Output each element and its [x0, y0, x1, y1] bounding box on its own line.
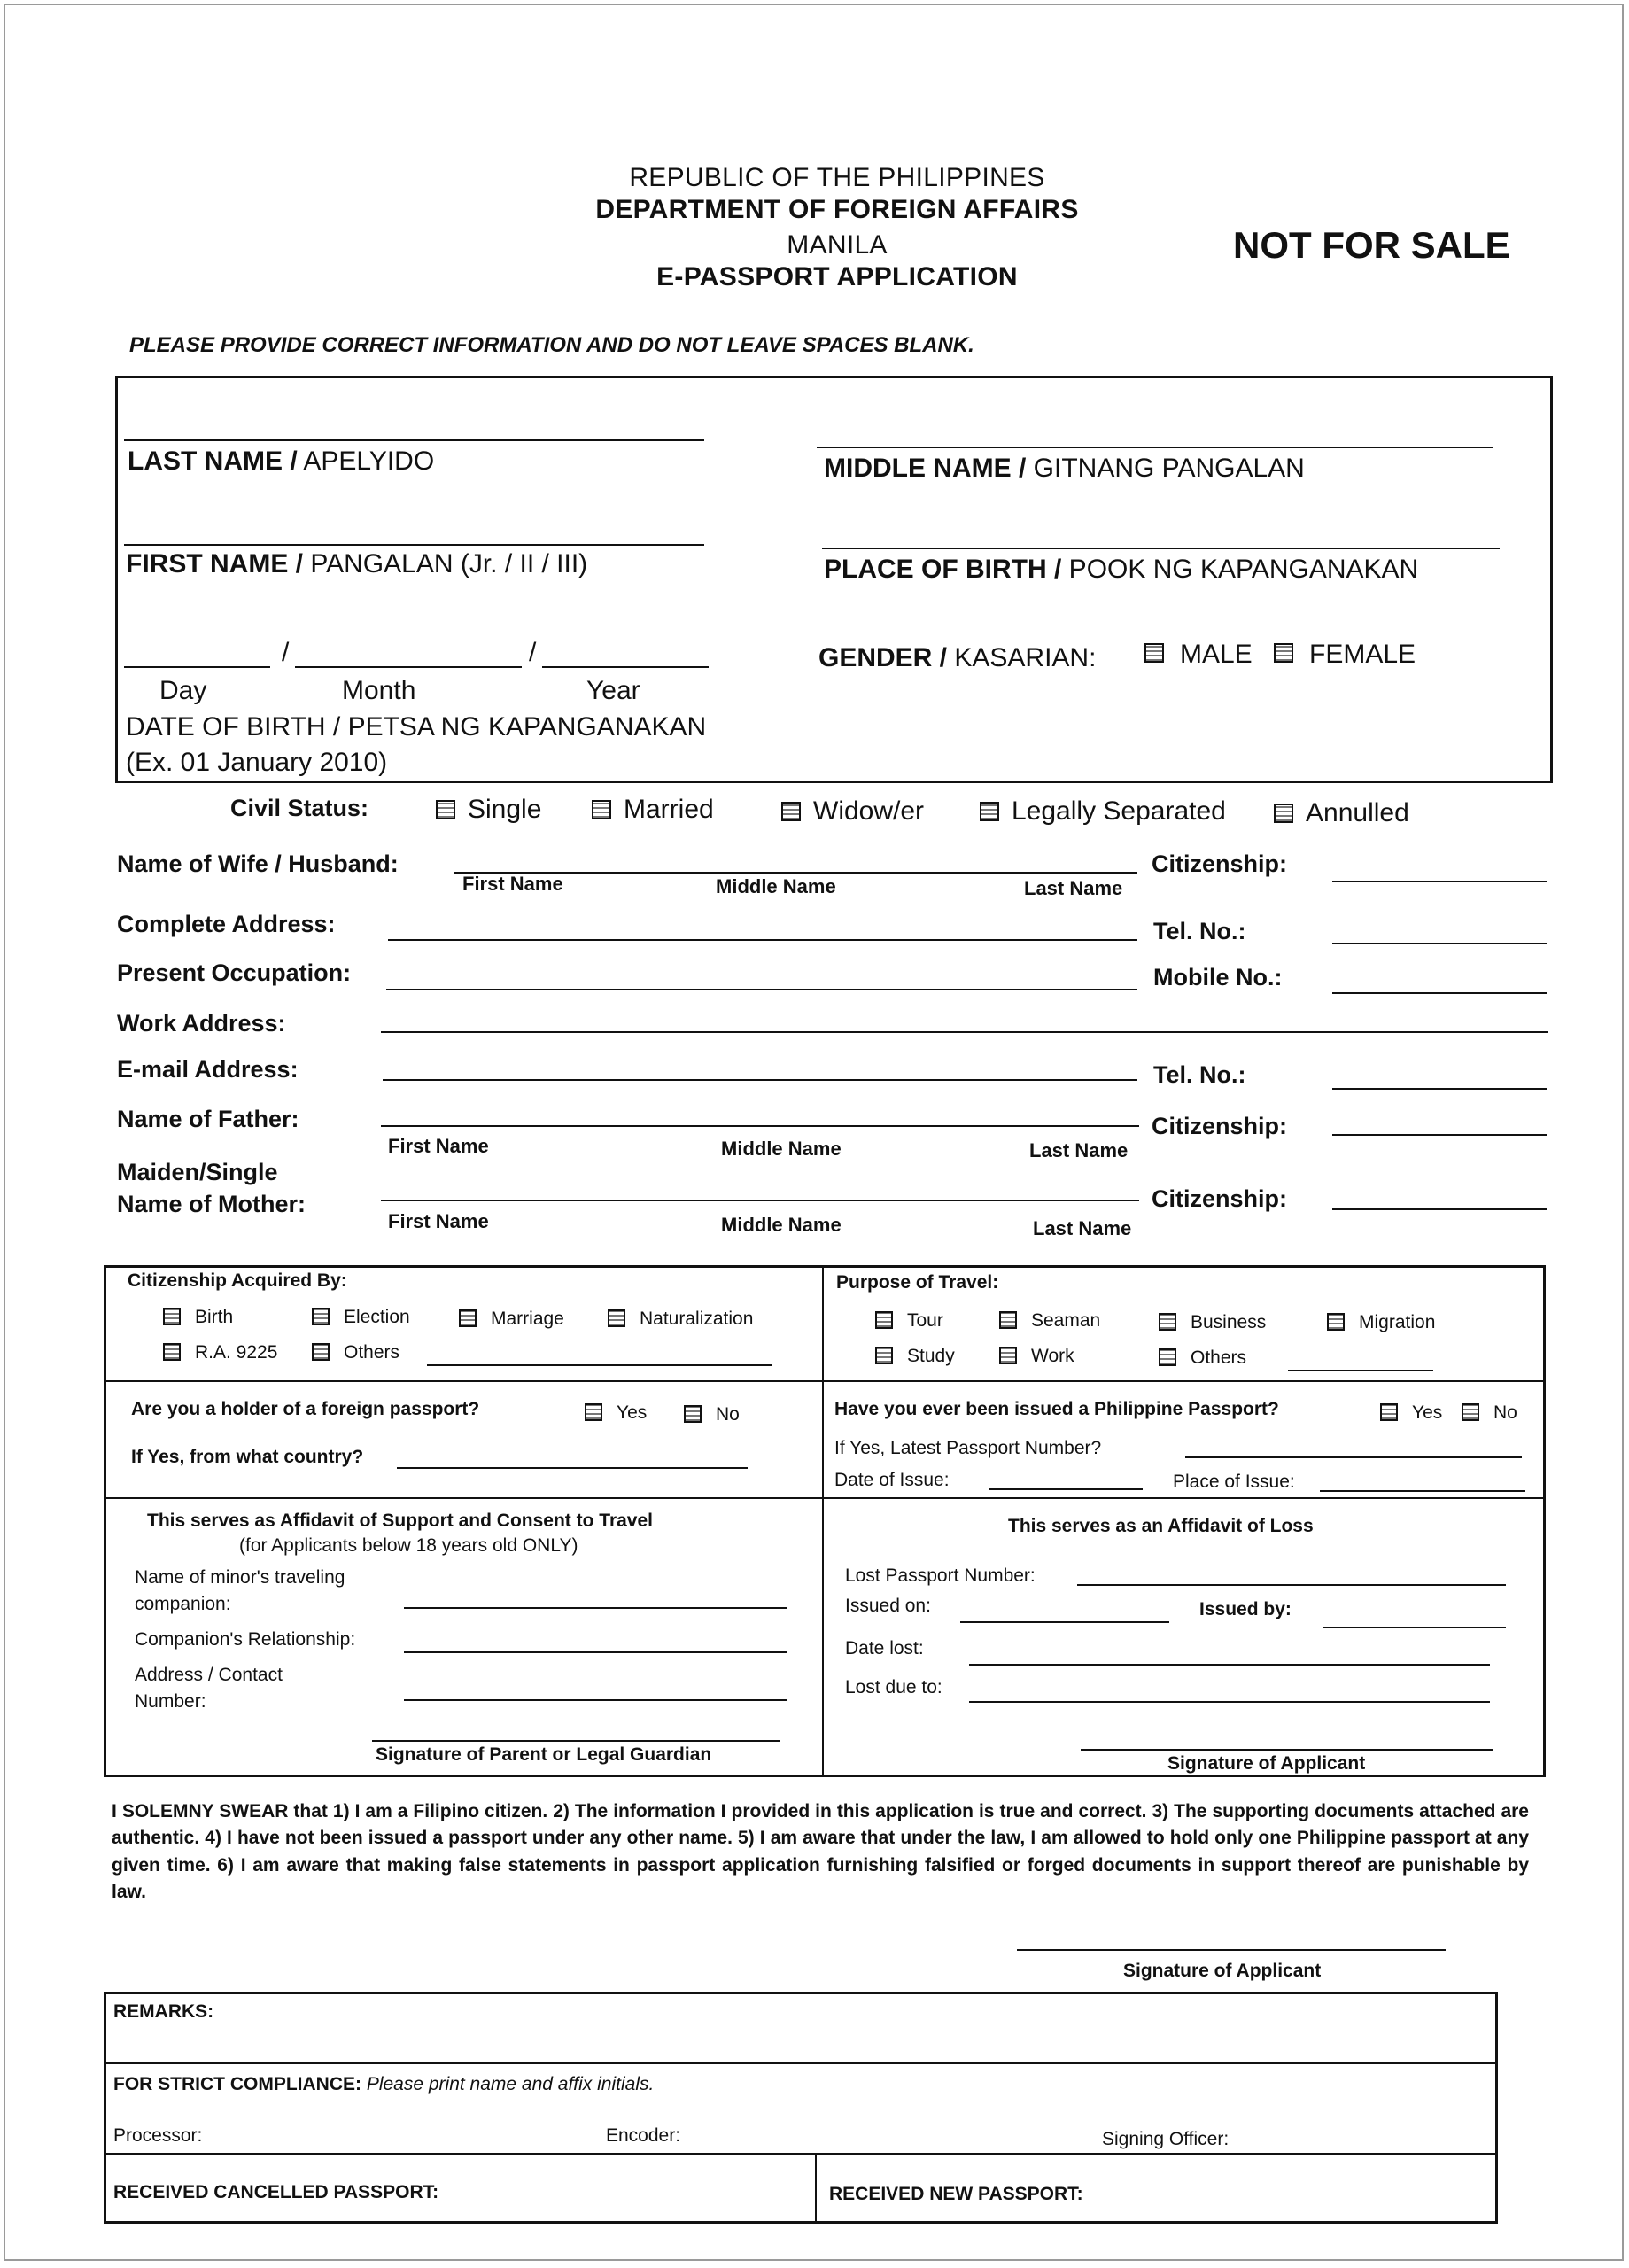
dob-year-label: Year: [586, 676, 640, 705]
ph-yes-label: Yes: [1412, 1402, 1443, 1423]
issued-on-label: Issued on:: [845, 1596, 931, 1616]
purpose-tour-label: Tour: [907, 1310, 943, 1331]
acq-birth-label: Birth: [195, 1307, 234, 1327]
acq-others-field[interactable]: [427, 1364, 772, 1366]
foreign-passport-question: Are you a holder of a foreign passport?: [131, 1399, 480, 1419]
mother-first-name-caption: First Name: [388, 1210, 489, 1232]
ph-passport-question: Have you ever been issued a Philippine Passport?: [834, 1399, 1279, 1419]
civil-annulled-checkbox[interactable]: [1274, 804, 1293, 823]
foreign-yes-label: Yes: [617, 1402, 648, 1423]
acq-naturalization-label: Naturalization: [640, 1309, 754, 1329]
civil-annulled-label: Annulled: [1306, 798, 1409, 827]
date-lost-field[interactable]: [969, 1664, 1490, 1666]
occupation-field[interactable]: [386, 989, 1137, 990]
purpose-others-label: Others: [1191, 1348, 1247, 1368]
dob-slash-2: /: [529, 638, 537, 667]
header-republic: REPUBLIC OF THE PHILIPPINES: [629, 163, 1045, 192]
male-checkbox[interactable]: [1144, 643, 1164, 663]
spouse-citizenship-label: Citizenship:: [1152, 850, 1287, 877]
civil-married-checkbox[interactable]: [592, 800, 611, 819]
minor-companion-label-line1: Name of minor's traveling: [135, 1567, 345, 1588]
ph-date-issue-label: Date of Issue:: [834, 1470, 950, 1490]
mother-middle-name-caption: Middle Name: [721, 1214, 842, 1236]
email-tel-field[interactable]: [1332, 1088, 1547, 1090]
place-of-birth-field[interactable]: [822, 548, 1500, 549]
acq-birth-checkbox[interactable]: [163, 1308, 181, 1325]
encoder-label: Encoder:: [606, 2125, 681, 2146]
mother-label-line1: Maiden/Single: [117, 1159, 278, 1185]
occupation-label: Present Occupation:: [117, 959, 352, 986]
email-field[interactable]: [383, 1079, 1137, 1081]
gender-label: GENDER / KASARIAN:: [818, 643, 1097, 672]
dob-month-label: Month: [342, 676, 416, 705]
purpose-work-checkbox[interactable]: [999, 1347, 1017, 1364]
purpose-work-label: Work: [1031, 1346, 1074, 1366]
foreign-no-label: No: [716, 1404, 740, 1425]
header-department: DEPARTMENT OF FOREIGN AFFAIRS: [595, 195, 1079, 224]
companion-relationship-field[interactable]: [404, 1651, 787, 1653]
issued-on-field[interactable]: [960, 1621, 1169, 1623]
lost-number-field[interactable]: [1077, 1584, 1506, 1586]
purpose-study-checkbox[interactable]: [875, 1347, 893, 1364]
purpose-others-field[interactable]: [1288, 1370, 1433, 1371]
acq-marriage-checkbox[interactable]: [459, 1309, 477, 1327]
purpose-business-label: Business: [1191, 1312, 1267, 1332]
purpose-business-checkbox[interactable]: [1159, 1313, 1176, 1331]
civil-status-label: Civil Status:: [230, 795, 369, 821]
purpose-migration-checkbox[interactable]: [1327, 1313, 1345, 1331]
spouse-citizenship-field[interactable]: [1332, 881, 1547, 882]
father-middle-name-caption: Middle Name: [721, 1138, 842, 1160]
office-divider-2: [104, 2153, 1498, 2155]
office-divider-1: [104, 2062, 1498, 2064]
acq-marriage-label: Marriage: [491, 1309, 564, 1329]
spouse-first-name-caption: First Name: [462, 873, 563, 895]
issued-by-label: Issued by:: [1199, 1599, 1292, 1619]
ph-place-issue-label: Place of Issue:: [1173, 1472, 1295, 1492]
dob-example: (Ex. 01 January 2010): [126, 748, 388, 777]
grid-divider-vertical: [822, 1265, 824, 1777]
acq-election-checkbox[interactable]: [312, 1308, 330, 1325]
received-cancelled-label: RECEIVED CANCELLED PASSPORT:: [113, 2182, 439, 2202]
address-contact-field[interactable]: [404, 1699, 787, 1701]
civil-separated-label: Legally Separated: [1012, 796, 1226, 826]
acq-election-label: Election: [344, 1307, 410, 1327]
middle-name-label: MIDDLE NAME / GITNANG PANGALAN: [824, 454, 1305, 483]
signing-officer-label: Signing Officer:: [1102, 2129, 1230, 2149]
female-checkbox[interactable]: [1274, 643, 1293, 663]
ph-no-label: No: [1493, 1402, 1517, 1423]
middle-name-field[interactable]: [817, 447, 1493, 448]
grid-divider-2: [104, 1497, 1546, 1499]
acq-ra9225-label: R.A. 9225: [195, 1342, 278, 1363]
civil-widow-label: Widow/er: [813, 796, 925, 826]
purpose-study-label: Study: [907, 1346, 955, 1366]
header-manila: MANILA: [787, 230, 888, 260]
ph-latest-label: If Yes, Latest Passport Number?: [834, 1438, 1102, 1458]
lost-due-label: Lost due to:: [845, 1677, 942, 1697]
oath-signature-label: Signature of Applicant: [1123, 1961, 1322, 1981]
ph-yes-checkbox[interactable]: [1380, 1403, 1398, 1421]
father-first-name-caption: First Name: [388, 1135, 489, 1157]
parent-signature-label: Signature of Parent or Legal Guardian: [376, 1744, 712, 1765]
mother-field[interactable]: [381, 1200, 1139, 1201]
acq-ra9225-checkbox[interactable]: [163, 1343, 181, 1361]
purpose-seaman-label: Seaman: [1031, 1310, 1101, 1331]
father-field[interactable]: [381, 1125, 1139, 1127]
loss-applicant-signature-label: Signature of Applicant: [1167, 1753, 1366, 1774]
lost-number-label: Lost Passport Number:: [845, 1565, 1036, 1586]
female-label: FEMALE: [1309, 640, 1416, 669]
affidavit-loss-title: This serves as an Affidavit of Loss: [1008, 1516, 1314, 1536]
dob-day-field[interactable]: [124, 666, 270, 668]
email-tel-label: Tel. No.:: [1153, 1061, 1246, 1088]
dob-year-field[interactable]: [542, 666, 709, 668]
affidavit-support-subtitle: (for Applicants below 18 years old ONLY): [239, 1535, 578, 1556]
loss-applicant-signature-field[interactable]: [1081, 1749, 1493, 1751]
address-contact-label-line1: Address / Contact: [135, 1665, 283, 1685]
foreign-country-label: If Yes, from what country?: [131, 1447, 364, 1467]
dob-label: DATE OF BIRTH / PETSA NG KAPANGANAKAN: [126, 712, 707, 742]
mobile-field[interactable]: [1332, 992, 1547, 994]
civil-single-checkbox[interactable]: [436, 800, 455, 819]
spouse-last-name-caption: Last Name: [1024, 877, 1123, 899]
foreign-no-checkbox[interactable]: [684, 1405, 702, 1423]
father-label: Name of Father:: [117, 1106, 299, 1132]
foreign-country-field[interactable]: [397, 1467, 748, 1469]
oath-signature-field[interactable]: [1017, 1949, 1446, 1951]
not-for-sale-label: NOT FOR SALE: [1233, 224, 1510, 266]
work-address-label: Work Address:: [117, 1010, 286, 1037]
parent-signature-field[interactable]: [372, 1740, 780, 1742]
civil-separated-checkbox[interactable]: [980, 802, 999, 821]
male-label: MALE: [1180, 640, 1253, 669]
minor-companion-label-line2: companion:: [135, 1594, 231, 1614]
ph-place-issue-field[interactable]: [1320, 1490, 1525, 1492]
place-of-birth-label: PLACE OF BIRTH / POOK NG KAPANGANAKAN: [824, 555, 1419, 584]
remarks-label: REMARKS:: [113, 2001, 214, 2022]
spouse-label: Name of Wife / Husband:: [117, 850, 399, 877]
acq-others-checkbox[interactable]: [312, 1343, 330, 1361]
acq-others-label: Others: [344, 1342, 400, 1363]
address-label: Complete Address:: [117, 911, 336, 937]
received-new-label: RECEIVED NEW PASSPORT:: [829, 2184, 1083, 2204]
mother-citizenship-label: Citizenship:: [1152, 1185, 1287, 1212]
tel-field[interactable]: [1332, 943, 1547, 944]
mother-last-name-caption: Last Name: [1033, 1217, 1132, 1239]
office-divider-vertical: [815, 2153, 817, 2224]
purpose-tour-checkbox[interactable]: [875, 1311, 893, 1329]
minor-companion-field[interactable]: [404, 1607, 787, 1609]
first-name-field[interactable]: [124, 544, 704, 546]
processor-label: Processor:: [113, 2125, 203, 2146]
email-label: E-mail Address:: [117, 1056, 299, 1083]
address-field[interactable]: [388, 939, 1137, 941]
father-citizenship-field[interactable]: [1332, 1134, 1547, 1136]
civil-widow-checkbox[interactable]: [781, 802, 801, 821]
last-name-label: LAST NAME / APELYIDO: [128, 447, 435, 476]
instruction-text: PLEASE PROVIDE CORRECT INFORMATION AND DO NOT LEAVE SPACES BLANK.: [129, 333, 974, 357]
purpose-title: Purpose of Travel:: [836, 1272, 999, 1293]
oath-text: I SOLEMNY SWEAR that 1) I am a Filipino citizen. 2) The information I provided in this application is true and correct. 3) The supporting documents attached are authentic. 4) I have not been issued a passport under any other name. 5) I am aware that under the law, I am allowed to hold only one Philippine passport at any given time. 6) I am aware that making false statements in passport application furnishing falsified or forged documents in support thereof are punishable by law.: [112, 1801, 1529, 1903]
mother-citizenship-field[interactable]: [1332, 1208, 1547, 1210]
spouse-middle-name-caption: Middle Name: [716, 875, 836, 897]
work-address-field[interactable]: [381, 1031, 1548, 1033]
citizenship-acquired-title: Citizenship Acquired By:: [128, 1270, 347, 1291]
father-last-name-caption: Last Name: [1029, 1139, 1129, 1161]
companion-relationship-label: Companion's Relationship:: [135, 1629, 356, 1650]
purpose-migration-label: Migration: [1359, 1312, 1436, 1332]
foreign-yes-checkbox[interactable]: [585, 1403, 602, 1421]
civil-married-label: Married: [624, 795, 714, 824]
civil-single-label: Single: [468, 795, 542, 824]
dob-month-field[interactable]: [295, 666, 522, 668]
ph-latest-field[interactable]: [1185, 1456, 1522, 1458]
mother-label-line2: Name of Mother:: [117, 1191, 306, 1217]
last-name-field[interactable]: [124, 439, 704, 441]
first-name-label: FIRST NAME / PANGALAN (Jr. / II / III): [126, 549, 588, 579]
ph-date-issue-field[interactable]: [989, 1488, 1143, 1490]
issued-by-field[interactable]: [1323, 1627, 1506, 1628]
dob-day-label: Day: [159, 676, 207, 705]
lost-due-field[interactable]: [969, 1701, 1490, 1703]
father-citizenship-label: Citizenship:: [1152, 1113, 1287, 1139]
compliance-label: FOR STRICT COMPLIANCE: Please print name and affix initials.: [113, 2074, 655, 2094]
tel-label: Tel. No.:: [1153, 918, 1246, 944]
ph-no-checkbox[interactable]: [1462, 1403, 1479, 1421]
address-contact-label-line2: Number:: [135, 1691, 206, 1712]
purpose-seaman-checkbox[interactable]: [999, 1311, 1017, 1329]
mobile-label: Mobile No.:: [1153, 964, 1283, 990]
grid-divider-1: [104, 1380, 1546, 1382]
acq-naturalization-checkbox[interactable]: [608, 1309, 625, 1327]
header-title: E-PASSPORT APPLICATION: [656, 262, 1018, 291]
purpose-others-checkbox[interactable]: [1159, 1348, 1176, 1366]
date-lost-label: Date lost:: [845, 1638, 924, 1658]
affidavit-support-title: This serves as Affidavit of Support and Consent to Travel: [147, 1511, 653, 1531]
dob-slash-1: /: [282, 638, 290, 667]
